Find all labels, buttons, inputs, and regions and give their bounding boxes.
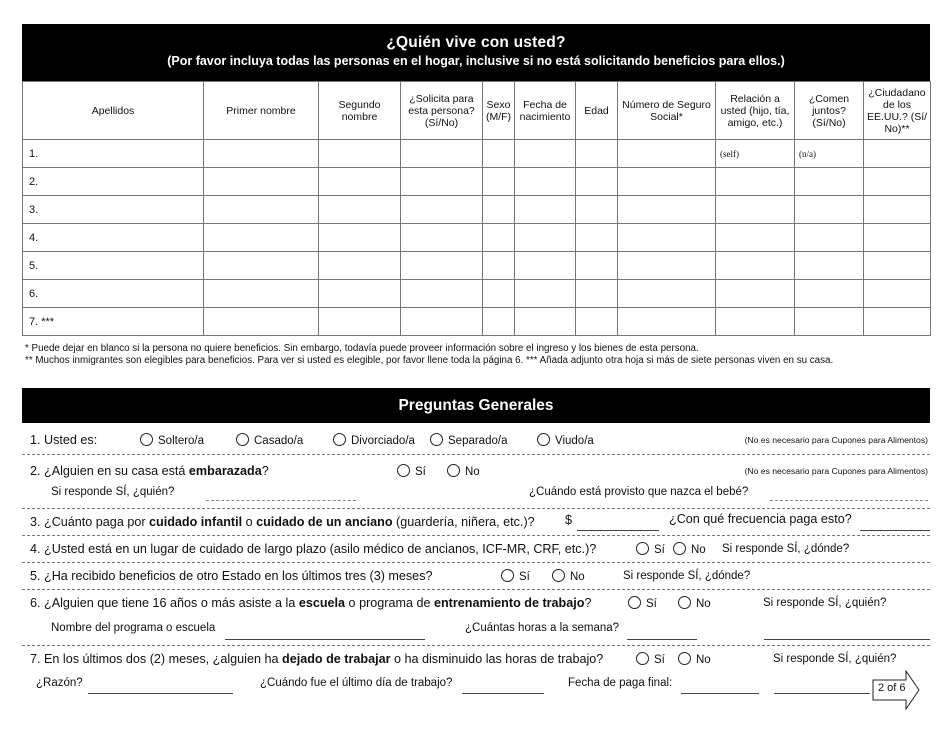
table-cell[interactable]	[576, 280, 618, 308]
table-cell[interactable]	[618, 308, 716, 336]
col-primer-nombre: Primer nombre	[204, 82, 319, 140]
q3-amount-field[interactable]	[577, 530, 659, 531]
table-cell[interactable]	[401, 168, 483, 196]
col-sexo: Sexo (M/F)	[483, 82, 515, 140]
q5-text: 5. ¿Ha recibido beneficios de otro Estado en los últimos tres (3) meses?	[30, 569, 433, 583]
household-header	[22, 24, 930, 81]
radio-icon[interactable]	[397, 464, 410, 477]
page-indicator-text: 2 of 6	[878, 682, 906, 694]
table-row	[23, 168, 931, 196]
table-cell[interactable]	[618, 168, 716, 196]
radio-icon[interactable]	[552, 569, 565, 582]
q1-option-viudo[interactable]: Viudo/a	[537, 433, 594, 447]
q4-no[interactable]: No	[673, 542, 706, 556]
q7-who-field[interactable]	[774, 693, 870, 694]
eat-together-cell[interactable]	[795, 280, 864, 308]
table-cell[interactable]	[576, 308, 618, 336]
table-cell[interactable]	[204, 168, 319, 196]
radio-icon[interactable]	[236, 433, 249, 446]
row-number-cell[interactable]: 7. ***	[23, 308, 204, 336]
table-cell[interactable]	[319, 168, 401, 196]
table-cell[interactable]	[483, 196, 515, 224]
table-cell[interactable]	[576, 224, 618, 252]
table-cell[interactable]	[401, 140, 483, 168]
relation-cell[interactable]	[716, 280, 795, 308]
q6-hours-label: ¿Cuántas horas a la semana?	[465, 622, 620, 634]
q7-lastpay-field[interactable]	[681, 693, 759, 694]
radio-icon[interactable]	[678, 652, 691, 665]
q2-due-field[interactable]	[770, 500, 928, 501]
table-cell[interactable]	[515, 252, 576, 280]
household-title: ¿Quién vive con usted?	[386, 34, 566, 51]
col-seguro-social: Número de Seguro Social*	[618, 82, 716, 140]
q2-due-label: ¿Cuándo está provisto que nazca el bebé?	[529, 486, 749, 498]
table-cell[interactable]	[576, 196, 618, 224]
col-fecha-nacimiento: Fecha de nacimiento	[515, 82, 576, 140]
q7-text: 7. En los últimos dos (2) meses, ¿alguien ha dejado de trabajar o ha disminuido las horas de trabajo?	[30, 652, 604, 666]
row-number-cell[interactable]: 2.	[23, 168, 204, 196]
q7-no[interactable]: No	[678, 652, 711, 666]
q5-where-label: Si responde SÍ, ¿dónde?	[623, 570, 751, 582]
table-cell[interactable]	[483, 308, 515, 336]
q2-text: 2. ¿Alguien en su casa está embarazada?	[30, 464, 269, 478]
relation-cell[interactable]	[716, 196, 795, 224]
table-cell[interactable]	[319, 196, 401, 224]
radio-icon[interactable]	[537, 433, 550, 446]
table-cell[interactable]	[864, 140, 931, 168]
table-cell[interactable]	[515, 140, 576, 168]
household-subtitle: (Por favor incluya todas las personas en el hogar, inclusive si no está solicitando beneficios para ellos.)	[167, 54, 785, 68]
table-cell[interactable]	[401, 224, 483, 252]
row-number-cell[interactable]: 4.	[23, 224, 204, 252]
table-cell[interactable]	[401, 280, 483, 308]
general-title: Preguntas Generales	[398, 397, 554, 414]
radio-icon[interactable]	[430, 433, 443, 446]
question-4	[22, 536, 930, 563]
table-row	[23, 196, 931, 224]
table-cell[interactable]	[401, 252, 483, 280]
table-cell[interactable]	[515, 196, 576, 224]
question-2	[22, 455, 930, 509]
radio-icon[interactable]	[636, 652, 649, 665]
radio-icon[interactable]	[678, 596, 691, 609]
row-number-cell[interactable]: 3.	[23, 196, 204, 224]
eat-together-cell[interactable]	[795, 308, 864, 336]
table-cell[interactable]	[576, 168, 618, 196]
radio-icon[interactable]	[673, 542, 686, 555]
table-cell[interactable]	[319, 308, 401, 336]
table-cell[interactable]	[576, 252, 618, 280]
q6-who-label: Si responde SÍ, ¿quién?	[763, 597, 887, 609]
q6-yes[interactable]: Sí	[628, 596, 657, 610]
table-cell[interactable]	[515, 168, 576, 196]
q1-option-divorciado[interactable]: Divorciado/a	[333, 433, 415, 447]
relation-cell[interactable]	[716, 168, 795, 196]
footnote-1: * Puede dejar en blanco si la persona no quiere beneficios. Sin embargo, todavía puede proveer información sobre el ingreso y los bienes de esta persona.	[25, 343, 699, 354]
table-cell[interactable]	[515, 280, 576, 308]
table-cell[interactable]	[204, 280, 319, 308]
q1-option-soltero[interactable]: Soltero/a	[140, 433, 204, 447]
table-cell[interactable]	[618, 252, 716, 280]
page-indicator	[872, 670, 920, 710]
relation-cell[interactable]	[716, 308, 795, 336]
col-edad: Edad	[576, 82, 618, 140]
table-cell[interactable]	[483, 280, 515, 308]
eat-together-cell[interactable]: (n/a)	[795, 140, 864, 168]
q7-reason-label: ¿Razón?	[36, 677, 83, 689]
q6-hours-field[interactable]	[627, 639, 697, 640]
table-cell[interactable]	[515, 224, 576, 252]
table-cell[interactable]	[204, 308, 319, 336]
question-3	[22, 509, 930, 536]
table-cell[interactable]	[319, 140, 401, 168]
col-comen-juntos: ¿Comen juntos? (Sí/No)	[795, 82, 864, 140]
radio-icon[interactable]	[636, 542, 649, 555]
table-cell[interactable]	[204, 224, 319, 252]
table-cell[interactable]	[483, 168, 515, 196]
table-cell[interactable]	[618, 224, 716, 252]
question-7	[22, 646, 930, 710]
q2-note: (No es necesario para Cupones para Alimentos)	[744, 466, 928, 476]
q4-text: 4. ¿Usted está en un lugar de cuidado de largo plazo (asilo médico de ancianos, ICF-MR, CRF, etc.)?	[30, 542, 597, 556]
q6-text: 6. ¿Alguien que tiene 16 años o más asiste a la escuela o programa de entrenamiento de trabajo?	[30, 596, 592, 610]
table-cell[interactable]	[864, 308, 931, 336]
table-cell[interactable]	[576, 140, 618, 168]
q2-no[interactable]: No	[447, 464, 480, 478]
table-cell[interactable]	[401, 196, 483, 224]
q3-frequency-field[interactable]	[860, 530, 930, 531]
radio-icon[interactable]	[628, 596, 641, 609]
q7-lastday-field[interactable]	[462, 693, 544, 694]
eat-together-cell[interactable]	[795, 196, 864, 224]
row-number-cell[interactable]: 1.	[23, 140, 204, 168]
q6-who-field[interactable]	[764, 639, 930, 640]
row-number-cell[interactable]: 5.	[23, 252, 204, 280]
q1-note: (No es necesario para Cupones para Alimentos)	[744, 435, 928, 445]
question-6	[22, 590, 930, 646]
table-cell[interactable]	[864, 252, 931, 280]
table-cell[interactable]	[515, 308, 576, 336]
table-cell[interactable]	[319, 280, 401, 308]
q4-where-label: Si responde SÍ, ¿dónde?	[722, 543, 850, 555]
q1-option-casado[interactable]: Casado/a	[236, 433, 303, 447]
table-cell[interactable]	[618, 140, 716, 168]
table-cell[interactable]	[319, 224, 401, 252]
table-row	[23, 308, 931, 336]
eat-together-cell[interactable]	[795, 168, 864, 196]
q3-currency: $	[565, 513, 573, 527]
radio-icon[interactable]	[333, 433, 346, 446]
table-cell[interactable]	[618, 280, 716, 308]
q2-yes[interactable]: Sí	[397, 464, 426, 478]
question-1	[22, 423, 930, 455]
col-segundo-nombre: Segundo nombre	[319, 82, 401, 140]
q4-yes[interactable]: Sí	[636, 542, 665, 556]
table-cell[interactable]	[864, 224, 931, 252]
table-cell[interactable]	[204, 140, 319, 168]
table-cell[interactable]	[864, 196, 931, 224]
relation-cell[interactable]: (self)	[716, 140, 795, 168]
question-5	[22, 563, 930, 590]
q6-program-field[interactable]	[225, 639, 425, 640]
table-row	[23, 140, 931, 168]
row-number-cell[interactable]: 6.	[23, 280, 204, 308]
table-cell[interactable]	[483, 140, 515, 168]
table-cell[interactable]	[483, 224, 515, 252]
q7-who-label: Si responde SÍ, ¿quién?	[773, 653, 897, 665]
footnote-2: ** Muchos inmigrantes son elegibles para beneficios. Para ver si usted es elegible, por favor llene toda la página 6. *** Añada adjunto otra hoja si más de siete personas viven en su casa.	[25, 355, 834, 366]
household-table	[22, 81, 931, 336]
household-footnotes	[25, 343, 833, 367]
q1-label: 1. Usted es:	[30, 433, 98, 447]
radio-icon[interactable]	[447, 464, 460, 477]
q7-lastday-label: ¿Cuándo fue el último día de trabajo?	[260, 677, 453, 689]
table-row	[23, 280, 931, 308]
q5-no[interactable]: No	[552, 569, 585, 583]
radio-icon[interactable]	[501, 569, 514, 582]
table-cell[interactable]	[864, 280, 931, 308]
relation-cell[interactable]	[716, 224, 795, 252]
eat-together-cell[interactable]	[795, 252, 864, 280]
table-cell[interactable]	[204, 252, 319, 280]
q6-no[interactable]: No	[678, 596, 711, 610]
table-row	[23, 252, 931, 280]
table-cell[interactable]	[319, 252, 401, 280]
table-cell[interactable]	[618, 196, 716, 224]
q7-reason-field[interactable]	[88, 693, 233, 694]
table-cell[interactable]	[401, 308, 483, 336]
q3-frequency-label: ¿Con qué frecuencia paga esto?	[669, 512, 852, 526]
eat-together-cell[interactable]	[795, 224, 864, 252]
table-cell[interactable]	[204, 196, 319, 224]
col-solicita: ¿Solicita para esta persona? (Sí/No)	[401, 82, 483, 140]
relation-cell[interactable]	[716, 252, 795, 280]
q3-text: 3. ¿Cuánto paga por cuidado infantil o cuidado de un anciano (guardería, niñera, etc.)?	[30, 515, 535, 529]
table-row	[23, 224, 931, 252]
col-ciudadano: ¿Ciudadano de los EE.UU.? (Sí/ No)**	[864, 82, 931, 140]
radio-icon[interactable]	[140, 433, 153, 446]
q5-yes[interactable]: Sí	[501, 569, 530, 583]
col-apellidos: Apellidos	[23, 82, 204, 140]
q2-who-field[interactable]	[206, 500, 356, 501]
q7-yes[interactable]: Sí	[636, 652, 665, 666]
q2-who-label: Si responde SÍ, ¿quién?	[51, 486, 175, 498]
table-cell[interactable]	[483, 252, 515, 280]
q1-option-separado[interactable]: Separado/a	[430, 433, 507, 447]
col-relacion: Relación a usted (hijo, tía, amigo, etc.)	[716, 82, 795, 140]
q7-lastpay-label: Fecha de paga final:	[568, 677, 673, 689]
q6-program-label: Nombre del programa o escuela	[51, 622, 216, 634]
table-cell[interactable]	[864, 168, 931, 196]
table-header-row	[23, 82, 931, 140]
general-header	[22, 388, 930, 423]
